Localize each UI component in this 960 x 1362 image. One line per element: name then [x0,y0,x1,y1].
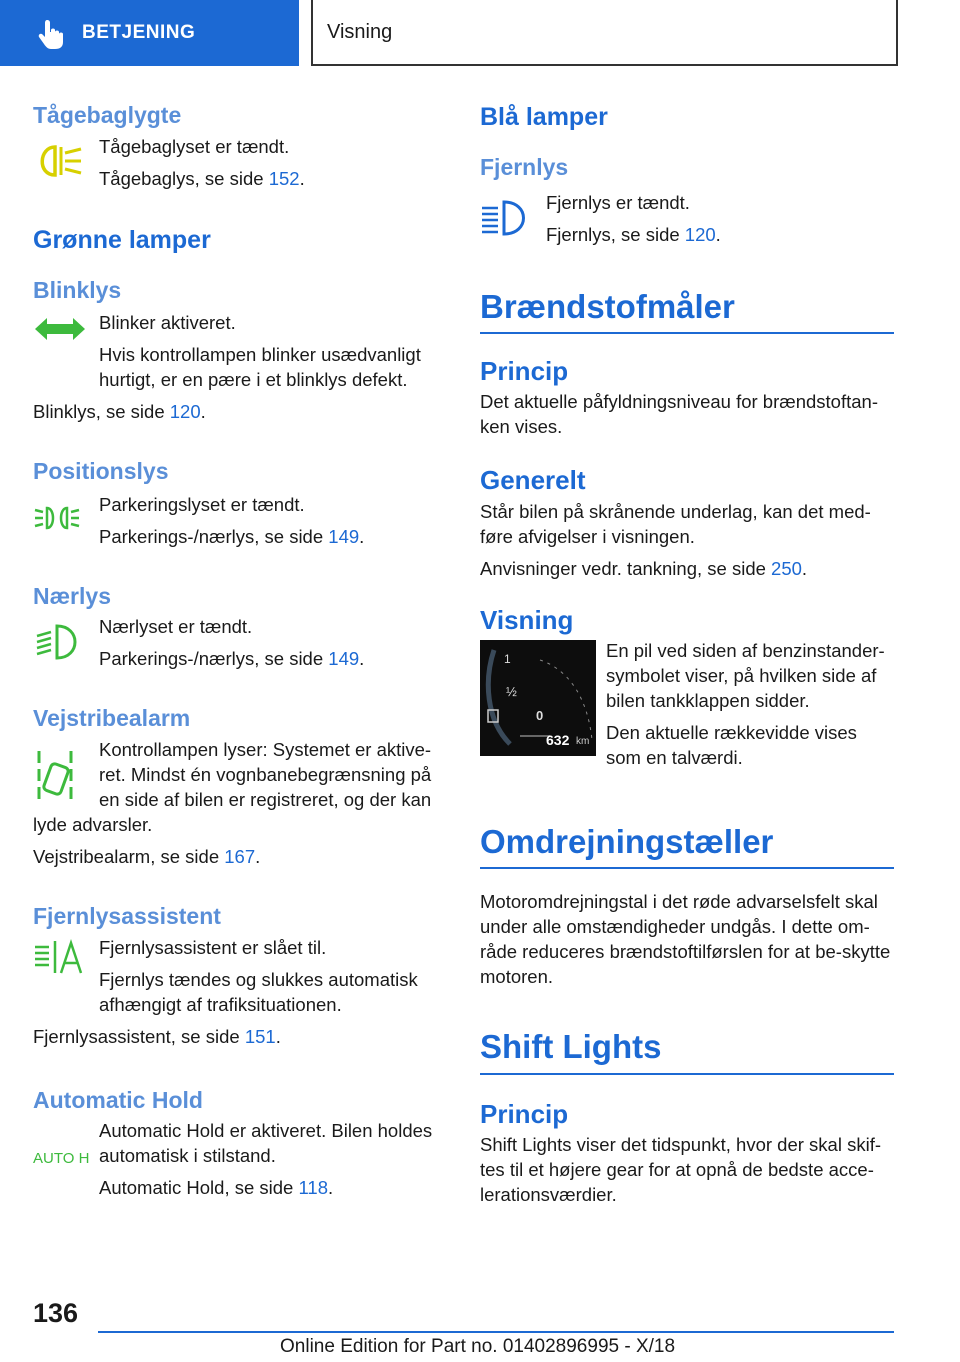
text-line: Fjernlys, se side 120. [546,223,721,245]
heading-visning: Visning [480,604,574,635]
text-line: Parkeringslyset er tændt. [99,493,305,515]
hand-pointer-icon [34,16,68,50]
text-line: En pil ved siden af benzinstander‐symbolet viser, på hvilken side af bilen tankklappen sidder. [606,639,885,711]
heading-tagebaglygte: Tågebaglygte [33,102,182,128]
text-line: Fjernlysassistent, se side 151. [33,1025,281,1047]
high-beam-icon [480,190,546,247]
entry-automatic-hold [33,1116,445,1200]
chapter-tab-visning[interactable] [311,0,898,66]
section-divider [480,867,894,869]
text-line: Nærlyset er tændt. [99,616,253,638]
rear-fog-light-icon [33,132,99,191]
section-tab-betjening[interactable] [0,0,299,66]
heading-shift-lights: Shift Lights [480,1028,662,1066]
page-header [0,0,960,66]
gauge-range-value: 632 [546,731,570,748]
text-line: Anvisninger vedr. tankning, se side 250. [480,557,808,579]
entry-naerlys [33,612,445,671]
heading-naerlys: Nærlys [33,582,111,609]
entry-visning [480,640,894,770]
heading-bla-lamper: Blå lamper [480,103,608,131]
gauge-tick-half: ½ [506,683,517,699]
page-link[interactable]: 120 [169,401,201,423]
page-link[interactable]: 149 [328,648,360,670]
text-line: Hvis kontrollampen blinker usædvanligt hurtigt, er en pære i et blinklys defekt. [99,344,421,391]
entry-positionslys [33,488,445,549]
text-line: lyde advarsler. [33,813,153,835]
text-line: Parkerings-/nærlys, se side 149. [99,525,365,547]
text-line: Automatic Hold er aktiveret. Bilen holdes automatisk i stilstand. [99,1120,433,1167]
text-line: Fjernlys tændes og slukkes automatisk afhængigt af trafiksituationen. [99,968,418,1015]
text-paragraph: Motoromdrejningstal i det røde advarselsfelt skal under alle omstændigheder undgås. I dette om‐råde reduceres brændstoftilførslen for at be‐skytte motoren. [480,891,891,988]
text-line: Parkerings-/nærlys, se side 149. [99,648,365,670]
heading-braendstofmaler: Brændstofmåler [480,287,735,325]
turn-signal-icon [33,306,99,392]
text-line: Fjernlys er tændt. [546,191,690,213]
text-paragraph: Står bilen på skrånende underlag, kan det med‐føre afvigelser i visningen. [480,500,871,547]
page-link[interactable]: 250 [771,557,802,579]
right-column [480,100,894,1207]
heading-fjernlysassistent: Fjernlysassistent [33,902,221,929]
heading-princip: Princip [480,356,569,387]
footer-divider [98,1331,894,1333]
text-paragraph: Shift Lights viser det tidspunkt, hvor der skal skif‐tes til et højere gear for at opnå de bedste acce‐lerationsværdier. [480,1134,882,1206]
page-link[interactable]: 167 [224,845,256,867]
entry-fjernlysassistent [33,933,445,1017]
page-number: 136 [33,1298,79,1328]
text-line: Automatic Hold, se side 118. [99,1177,334,1199]
text-line: Tågebaglyset er tændt. [99,135,290,157]
text-line: Kontrollampen lyser: Systemet er aktive‐ret. Mindst én vognbanebegrænsning på en side af bilen er registreret, og der kan [99,738,432,810]
entry-fjernlys [480,190,894,247]
left-column [33,100,445,1200]
gauge-range-unit: km [576,735,590,747]
heading-vejstribealarm: Vejstribealarm [33,705,191,732]
entry-tagebaglygte [33,132,445,191]
auto-hold-icon: AUTO H [33,1149,90,1167]
page-link[interactable]: 149 [328,525,360,547]
text-line: Vejstribealarm, se side 167. [33,845,261,867]
page-link[interactable]: 118 [298,1177,328,1199]
text-line: Blinklys, se side 120. [33,401,206,423]
gauge-tick-zero: 0 [536,707,544,723]
heading-generelt: Generelt [480,465,586,496]
heading-fjernlys: Fjernlys [480,154,569,180]
section-divider [480,1073,894,1075]
fuel-gauge-photo [480,640,596,756]
page-link[interactable]: 151 [244,1025,276,1047]
section-divider [480,332,894,334]
edition-note: Online Edition for Part no. 01402896995 - X/18 [280,1336,676,1357]
text-paragraph: Det aktuelle påfyldningsniveau for brændstoftan‐ken vises. [480,391,878,438]
text-line: Fjernlysassistent er slået til. [99,936,327,958]
high-beam-assistant-icon [33,933,99,1017]
parking-light-icon [33,488,99,549]
heading-princip-shift: Princip [480,1098,569,1129]
text-line: Blinker aktiveret. [99,312,236,334]
page-link[interactable]: 120 [684,223,716,245]
chapter-label: Visning [327,20,393,43]
section-label: BETJENING [82,22,196,43]
text-line: Tågebaglys, se side 152. [99,167,305,189]
entry-vejstribealarm [33,738,445,812]
heading-automatic-hold: Automatic Hold [33,1086,203,1113]
heading-gronne-lamper: Grønne lamper [33,225,211,254]
heading-omdrejningstaeller: Omdrejningstæller [480,822,774,860]
heading-positionslys: Positionslys [33,458,169,485]
heading-blinklys: Blinklys [33,276,122,303]
lane-departure-icon [33,741,99,812]
entry-blinklys [33,306,445,392]
page-link[interactable]: 152 [268,167,300,189]
low-beam-icon [33,612,99,671]
text-line: Den aktuelle rækkevidde vises som en talværdi. [606,721,857,768]
gauge-tick-one: 1 [504,651,511,666]
